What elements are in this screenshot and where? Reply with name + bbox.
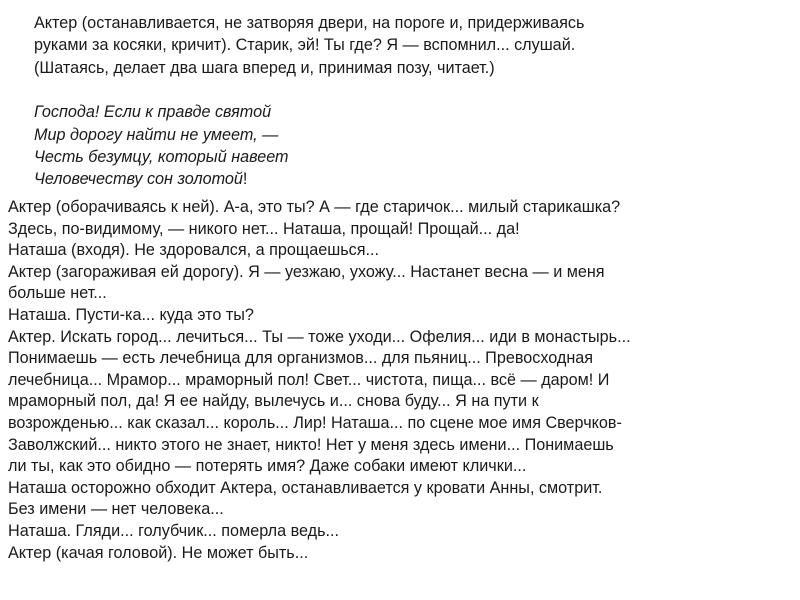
dialogue-line: Понимаешь — есть лечебница для организмов... для пьяниц... Превосходная — [8, 349, 594, 368]
dialogue-line: Актер. Искать город... лечиться... Ты — тоже уходи... Офелия... иди в монастырь... — [8, 327, 631, 346]
dialogue-line: Наташа (входя). Не здоровался, а прощаешься... — [8, 241, 379, 260]
dialogue-line: Наташа. Пусти-ка... куда это ты? — [8, 305, 254, 324]
intro-line: (Шатаясь, делает два шага вперед и, принимая позу, читает.) — [34, 58, 495, 77]
verse-end-punctuation: ! — [242, 170, 248, 189]
intro-line: Актер (останавливается, не затворяя двери, на пороге и, придерживаясь — [34, 14, 585, 32]
verse-line: Мир дорогу найти не умеет, — — [34, 125, 279, 144]
dialogue-line: мраморный пол, да! Я ее найду, вылечусь и... снова буду... Я на пути к — [8, 392, 539, 411]
dialogue-line: Актер (качая головой). Не может быть... — [8, 543, 309, 562]
dialogue-line: Здесь, по-видимому, — никого нет... Наташа, прощай! Прощай... да! — [8, 219, 520, 238]
verse-line: Господа! Если к правде святой — [34, 103, 272, 122]
dialogue-line: Заволжский... никто этого не знает, никто! Нет у меня здесь имени... Понимаешь — [8, 435, 614, 454]
dialogue-line: Актер (оборачиваясь к ней). А-а, это ты? А — где старичок... милый старикашка? — [8, 198, 621, 216]
dialogue-block — [8, 197, 793, 564]
dialogue-line: больше нет... — [8, 284, 107, 303]
dialogue-line: Наташа осторожно обходит Актера, останавливается у кровати Анны, смотрит. — [8, 478, 603, 497]
dialogue-line: возрожденью... как сказал... король... Лир! Наташа... по сцене мое имя Сверчков- — [8, 413, 622, 432]
verse-line — [34, 168, 774, 190]
intro-line: руками за косяки, кричит). Старик, эй! Ты где? Я — вспомнил... слушай. — [34, 36, 576, 55]
verse-line-text: Человечеству сон золотой — [34, 170, 243, 189]
dialogue-line: Актер (загораживая ей дорогу). Я — уезжаю, ухожу... Настанет весна — и меня — [8, 262, 605, 281]
dialogue-line: лечебница... Мрамор... мраморный пол! Свет... чистота, пища... всё — даром! И — [8, 370, 610, 389]
dialogue-line: Без имени — нет человека... — [8, 500, 224, 519]
dialogue-line: Наташа. Гляди... голубчик... померла ведь... — [8, 521, 340, 540]
intro-block — [34, 12, 774, 191]
verse-line: Честь безумцу, который навеет — [34, 148, 289, 167]
dialogue-line: ли ты, как это обидно — потерять имя? Даже собаки имеют клички... — [8, 457, 527, 476]
verse-block — [34, 101, 774, 191]
